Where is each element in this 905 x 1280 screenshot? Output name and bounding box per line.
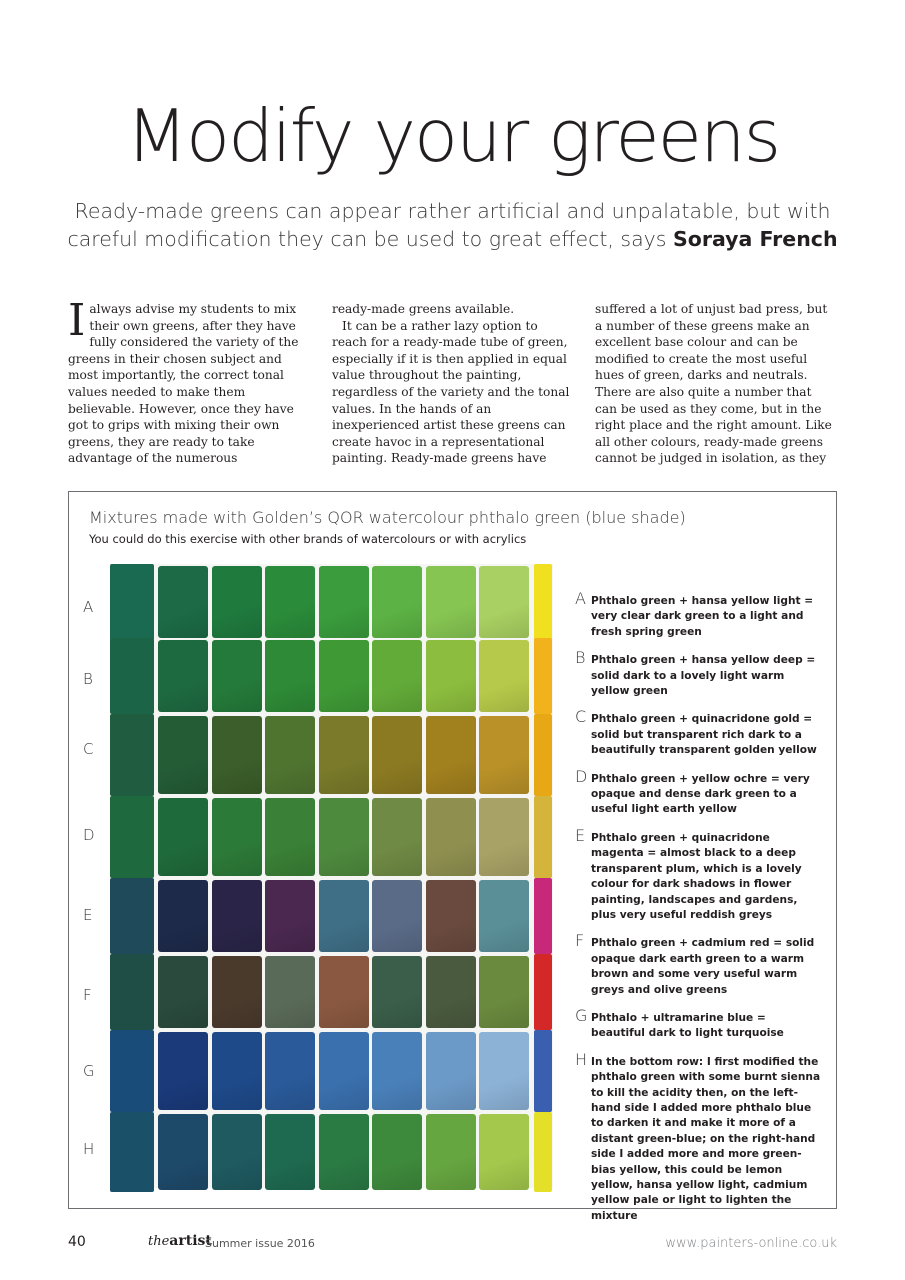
right-strip-segment — [534, 1112, 552, 1192]
magazine-logo — [148, 1233, 212, 1249]
colour-swatch — [426, 640, 476, 712]
note-letter: B — [575, 648, 586, 668]
colour-swatch — [158, 880, 208, 952]
colour-swatch — [265, 1114, 315, 1190]
colour-swatch — [212, 716, 262, 794]
row-label-h: H — [83, 1140, 95, 1158]
column-2-para-2: It can be a rather lazy option to reach for a ready-made tube of green, especially if it is then applied in equal value throughout the painting, regardless of the variety and the tonal values. In the hands of an inexperienced artist these greens can create havoc in a representational painting. Ready-made greens have — [332, 318, 570, 466]
note-letter: D — [575, 766, 588, 786]
colour-swatch — [158, 1114, 208, 1190]
colour-swatch — [372, 956, 422, 1028]
colour-swatch — [212, 640, 262, 712]
colour-swatch — [426, 1114, 476, 1190]
colour-swatch — [479, 880, 529, 952]
note-text: Phthalo green + quinacridone magenta = almost black to a deep transparent plum, which is a lovely colour for dark shadows in flower painting, landscapes and gardens, plus very useful reddish greys — [591, 831, 802, 921]
logo-the: the — [148, 1234, 170, 1249]
swatch-painting — [110, 564, 553, 1188]
column-2-para-1: ready-made greens available. — [332, 302, 515, 316]
left-strip-segment — [110, 638, 154, 714]
mixture-notes — [575, 589, 823, 1237]
dropcap: I — [68, 295, 86, 346]
note-c — [575, 707, 823, 758]
colour-swatch — [265, 880, 315, 952]
colour-swatch — [158, 566, 208, 638]
panel-subtitle: You could do this exercise with other brands of watercolours or with acrylics — [89, 532, 527, 546]
website-link[interactable]: www.painters-online.co.uk — [665, 1236, 837, 1251]
note-text: Phthalo green + quinacridone gold = solid but transparent rich dark to a beautifully transparent golden yellow — [591, 713, 817, 757]
colour-swatch — [158, 1032, 208, 1110]
colour-swatch — [372, 566, 422, 638]
colour-swatch — [319, 956, 369, 1028]
left-strip-segment — [110, 1030, 154, 1112]
left-strip-segment — [110, 714, 154, 796]
column-3-text: suffered a lot of unjust bad press, but a number of these greens make an excellent base colour and can be modified to create the most useful hues of green, darks and neutrals. There are also quite a number that can be used as they come, but in the right place and the right amount. Like all other colours, ready-made greens cannot be judged in isolation, as they — [595, 302, 832, 466]
colour-swatch — [479, 640, 529, 712]
note-text: Phthalo green + yellow ochre = very opaque and dense dark green to a useful light earth yellow — [591, 772, 810, 816]
colour-swatch — [426, 880, 476, 952]
note-letter: F — [575, 931, 585, 951]
right-strip-segment — [534, 954, 552, 1030]
colour-swatch — [372, 1114, 422, 1190]
left-strip-segment — [110, 796, 154, 878]
right-strip-segment — [534, 878, 552, 954]
row-label-c: C — [83, 740, 94, 758]
right-strip-segment — [534, 714, 552, 796]
colour-swatch — [319, 1032, 369, 1110]
note-letter: C — [575, 707, 587, 727]
colour-swatch — [158, 640, 208, 712]
note-letter: G — [575, 1005, 588, 1025]
colour-swatch — [372, 640, 422, 712]
right-strip-segment — [534, 638, 552, 714]
note-text: In the bottom row: I first modified the phthalo green with some burnt sienna to kill the acidity then, on the left-hand side I added more phthalo blue to darken it and make it more of a distant green-blue; on the right-hand side I added more and more green-bias yellow, this could be lemon yellow, hansa yellow light, cadmium yellow pale or light to lighten the mixture — [591, 1055, 821, 1222]
note-e — [575, 825, 823, 923]
standfirst-text: Ready-made greens can appear rather artificial and unpalatable, but with careful modification they can be used to great effect, says — [67, 199, 831, 251]
note-a — [575, 589, 823, 640]
colour-swatch — [265, 566, 315, 638]
note-h — [575, 1049, 823, 1224]
note-text: Phthalo green + hansa yellow deep = solid dark to a lovely light warm yellow green — [591, 654, 816, 698]
colour-swatch — [372, 1032, 422, 1110]
right-strip-segment — [534, 1030, 552, 1112]
note-d — [575, 766, 823, 818]
row-label-a: A — [83, 598, 94, 616]
colour-swatch — [158, 956, 208, 1028]
note-text: Phthalo green + hansa yellow light = very clear dark green to a light and fresh spring green — [591, 595, 814, 638]
left-strip-segment — [110, 1112, 154, 1192]
body-column-1 — [68, 295, 306, 467]
colour-swatch — [426, 956, 476, 1028]
logo-artist: artist — [169, 1233, 212, 1249]
colour-swatch — [319, 880, 369, 952]
note-g — [575, 1005, 823, 1042]
note-letter: H — [575, 1049, 588, 1069]
colour-swatch — [265, 716, 315, 794]
colour-swatch — [265, 1032, 315, 1110]
author-name: Soraya French — [673, 227, 838, 251]
right-strip-segment — [534, 564, 552, 640]
row-label-f: F — [83, 986, 92, 1004]
colour-swatch — [479, 956, 529, 1028]
colour-swatch — [426, 566, 476, 638]
colour-swatch — [212, 956, 262, 1028]
left-strip-segment — [110, 954, 154, 1030]
colour-swatch — [479, 716, 529, 794]
row-label-e: E — [83, 906, 93, 924]
note-letter: A — [575, 589, 586, 608]
column-1-text: always advise my students to mix their own greens, after they have fully considered the variety of the greens in their chosen subject and most importantly, the correct tonal values needed to make them believable. However, once they have got to grips with mixing their own greens, they are ready to take advantage of the numerous — [68, 302, 299, 466]
colour-swatch — [319, 798, 369, 876]
colour-swatch — [212, 798, 262, 876]
right-strip-segment — [534, 796, 552, 878]
left-strip-segment — [110, 878, 154, 954]
colour-swatch — [265, 956, 315, 1028]
colour-swatch — [319, 716, 369, 794]
colour-swatch — [479, 1032, 529, 1110]
colour-swatch — [319, 566, 369, 638]
body-column-2 — [332, 301, 570, 467]
colour-swatch — [212, 1114, 262, 1190]
row-label-d: D — [83, 826, 95, 844]
colour-swatch — [372, 880, 422, 952]
mixtures-panel — [68, 491, 837, 1222]
colour-swatch — [479, 566, 529, 638]
page-title: Modify your greens — [125, 94, 780, 178]
issue-label: Summer issue 2016 — [205, 1237, 315, 1250]
note-f — [575, 931, 823, 998]
note-letter: E — [575, 825, 586, 845]
body-column-3 — [595, 301, 833, 467]
colour-swatch — [212, 566, 262, 638]
standfirst — [60, 197, 845, 253]
left-strip-segment — [110, 564, 154, 640]
colour-swatch — [479, 1114, 529, 1190]
note-text: Phthalo green + cadmium red = solid opaque dark earth green to a warm brown and some very useful warm greys and olive greens — [591, 937, 815, 996]
colour-swatch — [319, 640, 369, 712]
colour-swatch — [158, 716, 208, 794]
colour-swatch — [479, 798, 529, 876]
colour-swatch — [212, 1032, 262, 1110]
row-label-b: B — [83, 670, 93, 688]
colour-swatch — [158, 798, 208, 876]
colour-swatch — [212, 880, 262, 952]
colour-swatch — [372, 716, 422, 794]
row-label-g: G — [83, 1062, 95, 1080]
colour-swatch — [372, 798, 422, 876]
colour-swatch — [319, 1114, 369, 1190]
colour-swatch — [426, 798, 476, 876]
colour-swatch — [265, 640, 315, 712]
colour-swatch — [265, 798, 315, 876]
panel-title: Mixtures made with Golden’s QOR watercolour phthalo green (blue shade) — [89, 508, 686, 527]
colour-swatch — [426, 716, 476, 794]
colour-swatch — [426, 1032, 476, 1110]
note-text: Phthalo + ultramarine blue = beautiful dark to light turquoise — [591, 1011, 784, 1040]
note-b — [575, 648, 823, 699]
page-number: 40 — [68, 1234, 86, 1250]
